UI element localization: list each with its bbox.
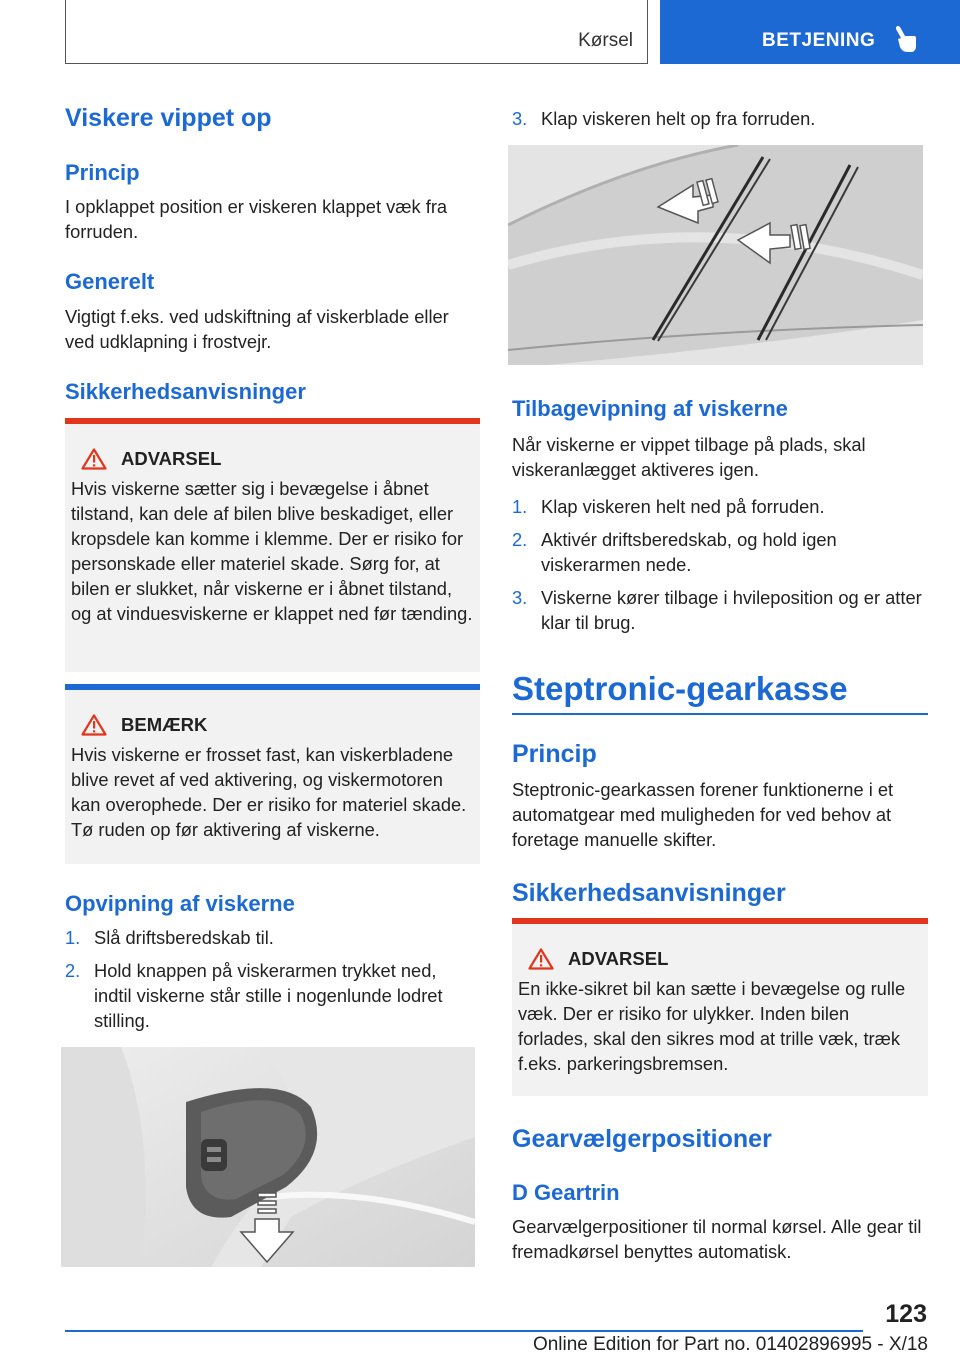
warning-box (65, 418, 480, 672)
princip-heading: Princip (65, 160, 140, 185)
hand-pointer-icon (892, 25, 918, 53)
warning-text: Hvis viskerne sætter sig i bevægelse i åbnet tilstand, kan dele af bilen blive beskadiget, eller kropsdele kan komme i klemme. Der er risiko for personskade eller materiel skade. Sørg for, at bilen er slukket, når viskerne er i åbnet tilstand, og at vinduesviskerne er klappet ned før tænding. (71, 478, 473, 624)
tilbage-heading: Tilbagevipning af viskerne (512, 396, 788, 421)
generelt-text: Vigtigt f.eks. ved udskiftning af viskerblade eller ved udklapning i frostvejr. (65, 306, 449, 352)
tilbage-steps (512, 494, 928, 643)
list-item: 2. Hold knappen på viskerarmen trykket ned, indtil viskerne står stille i nogenlunde lodret stilling. (65, 960, 443, 1031)
page-number: 123 (885, 1300, 927, 1328)
step3-list (512, 106, 928, 139)
generelt-heading: Generelt (65, 269, 155, 294)
header-chapter-label: BETJENING (762, 30, 876, 51)
gear-positions-heading: Gearvælgerpositioner (512, 1125, 772, 1153)
d-gear-text: Gearvælgerpositioner til normal kørsel. Alle gear til fremadkørsel benyttes automatisk. (512, 1216, 922, 1262)
opvipning-heading: Opvipning af viskerne (65, 891, 295, 916)
header-section-tab (65, 0, 648, 64)
princip-heading-2: Princip (512, 740, 597, 768)
warning-triangle-icon (528, 948, 554, 970)
warning-box-2 (512, 918, 928, 1096)
d-gear-heading: D Geartrin (512, 1180, 620, 1205)
warning-triangle-icon (81, 448, 107, 470)
list-item: 2. Aktivér driftsberedskab, og hold igen viskerarmen nede. (512, 529, 837, 575)
warning-title-text-2: ADVARSEL (568, 948, 669, 969)
wiper-stalk-illustration (61, 1047, 475, 1267)
warning-text-2: En ikke-sikret bil kan sætte i bevægelse og rulle væk. Der er risiko for ulykker. Inden bilen forlades, skal den sikres mod at trille væk, træk f.eks. parkeringsbremsen. (518, 978, 906, 1074)
header-section-label: Kørsel (578, 30, 633, 51)
note-title (71, 714, 474, 736)
note-text: Hvis viskerne er frosset fast, kan viskerbladene blive revet af ved aktivering, og viskermotoren kan overophede. Der er risiko for materiel skade. Tø ruden op før aktivering af viskerne. (71, 744, 467, 840)
footer-rule (65, 1330, 863, 1332)
safety-heading: Sikkerhedsanvisninger (65, 379, 306, 404)
warning-title-text: ADVARSEL (121, 448, 222, 469)
section-title-wipers-up: Viskere vippet op (65, 104, 272, 132)
edition-text: Online Edition for Part no. 01402896995 - X/18 (532, 1334, 928, 1355)
warning-title-2 (518, 948, 922, 970)
princip-text: I opklappet position er viskeren klappet væk fra forruden. (65, 196, 448, 242)
safety-heading-2: Sikkerhedsanvisninger (512, 879, 786, 907)
note-title-text: BEMÆRK (121, 714, 208, 735)
list-item: 1. Slå driftsberedskab til. (65, 927, 274, 948)
list-item: 1. Klap viskeren helt ned på forruden. (512, 496, 825, 517)
steptronic-title: Steptronic-gearkasse (512, 670, 848, 707)
list-item: 3. Viskerne kører tilbage i hvileposition og er atter klar til brug. (512, 587, 922, 633)
note-box (65, 684, 480, 864)
princip-text-2: Steptronic-gearkassen forener funktionerne i et automatgear med muligheden for ved behov at foretage manuelle skifter. (512, 779, 894, 850)
warning-title (71, 448, 474, 470)
header-chapter-tab (660, 0, 960, 64)
title-rule (512, 713, 928, 715)
windshield-wipers-illustration (508, 145, 923, 365)
opvipning-steps (65, 925, 475, 1041)
tilbage-text: Når viskerne er vippet tilbage på plads, skal viskeranlægget aktiveres igen. (512, 434, 866, 480)
list-item: 3. Klap viskeren helt op fra forruden. (512, 108, 816, 129)
warning-triangle-icon (81, 714, 107, 736)
